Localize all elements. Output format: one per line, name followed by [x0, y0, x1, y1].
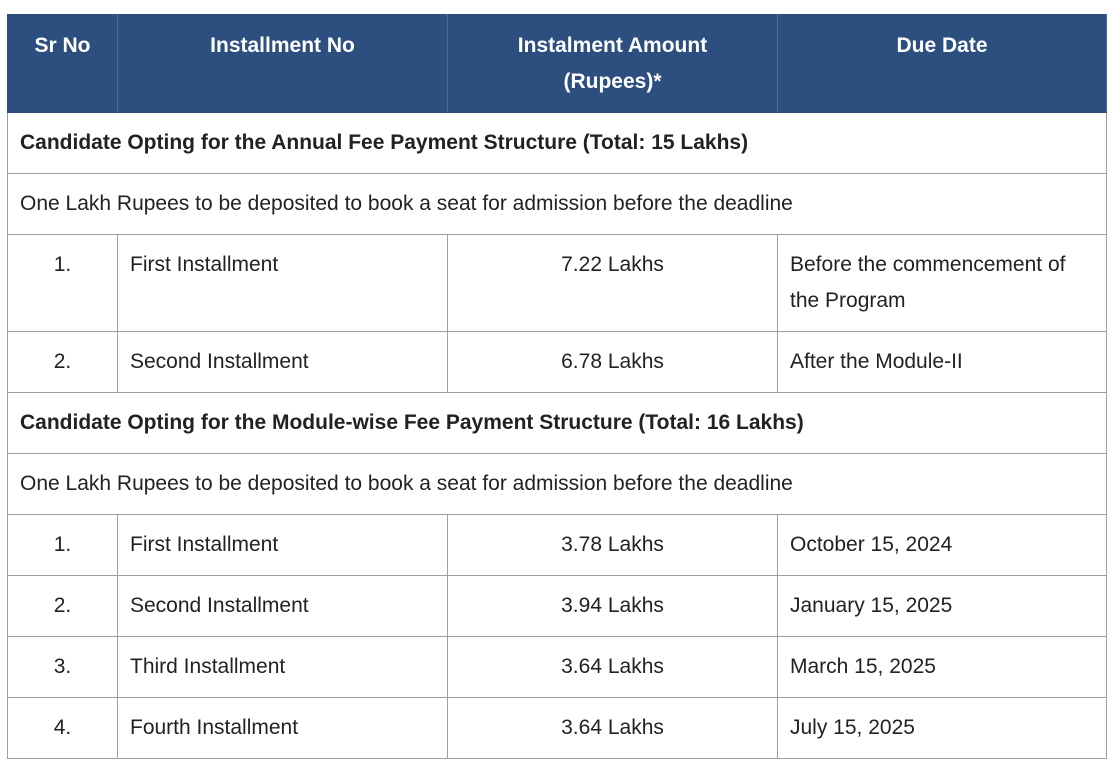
amount-cell: 3.64 Lakhs [448, 698, 778, 759]
section-note-row [8, 454, 1107, 515]
amount-cell: 3.64 Lakhs [448, 637, 778, 698]
amount-cell: 6.78 Lakhs [448, 332, 778, 393]
installment-cell: Second Installment [118, 332, 448, 393]
header-instalment-amount [448, 15, 778, 113]
sr-no-cell: 2. [8, 576, 118, 637]
amount-cell: 7.22 Lakhs [448, 235, 778, 332]
sr-no-cell: 1. [8, 235, 118, 332]
due-date-cell: After the Module-II [778, 332, 1107, 393]
installment-cell: First Installment [118, 515, 448, 576]
table-row [8, 576, 1107, 637]
header-installment-no: Installment No [118, 15, 448, 113]
due-date-cell: July 15, 2025 [778, 698, 1107, 759]
header-amount-line2: (Rupees)* [563, 70, 662, 93]
header-row [8, 15, 1107, 113]
sr-no-cell: 4. [8, 698, 118, 759]
due-date-cell: October 15, 2024 [778, 515, 1107, 576]
header-amount-line1: Instalment Amount [517, 34, 708, 57]
section-title-row [8, 113, 1107, 174]
table-header [8, 15, 1107, 113]
table-row [8, 637, 1107, 698]
section-note-module: One Lakh Rupees to be deposited to book a seat for admission before the deadline [8, 454, 1107, 515]
table-row [8, 698, 1107, 759]
due-date-cell: Before the commencement of the Program [778, 235, 1107, 332]
amount-cell: 3.78 Lakhs [448, 515, 778, 576]
section-note-annual: One Lakh Rupees to be deposited to book a seat for admission before the deadline [8, 174, 1107, 235]
installment-cell: Fourth Installment [118, 698, 448, 759]
table-row [8, 515, 1107, 576]
section-title-module: Candidate Opting for the Module-wise Fee Payment Structure (Total: 16 Lakhs) [8, 393, 1107, 454]
header-due-date: Due Date [778, 15, 1107, 113]
due-date-cell: January 15, 2025 [778, 576, 1107, 637]
section-note-row [8, 174, 1107, 235]
table-body [8, 113, 1107, 759]
section-title-annual: Candidate Opting for the Annual Fee Payment Structure (Total: 15 Lakhs) [8, 113, 1107, 174]
installment-cell: Second Installment [118, 576, 448, 637]
amount-cell: 3.94 Lakhs [448, 576, 778, 637]
section-title-row [8, 393, 1107, 454]
table-row [8, 235, 1107, 332]
installment-cell: First Installment [118, 235, 448, 332]
sr-no-cell: 2. [8, 332, 118, 393]
header-sr-no: Sr No [8, 15, 118, 113]
due-date-cell: March 15, 2025 [778, 637, 1107, 698]
sr-no-cell: 3. [8, 637, 118, 698]
table-row [8, 332, 1107, 393]
sr-no-cell: 1. [8, 515, 118, 576]
installment-cell: Third Installment [118, 637, 448, 698]
fee-structure-table [7, 14, 1107, 759]
